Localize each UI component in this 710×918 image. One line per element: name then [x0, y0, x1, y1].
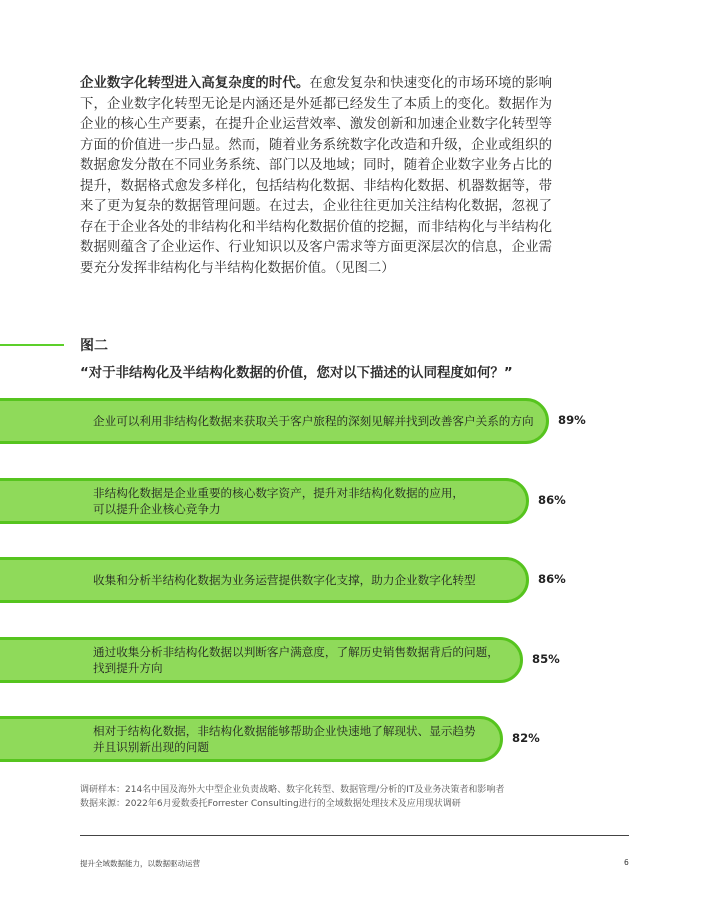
bar-value-label: 89%: [558, 413, 586, 427]
footer-rule: [80, 835, 629, 836]
sample-note: 调研样本：214名中国及海外大中型企业负责战略、数字化转型、数据管理/分析的IT及业务决策者和影响者: [80, 785, 505, 795]
notes: [80, 783, 504, 811]
intro-lead: 企业数字化转型进入高复杂度的时代。: [80, 76, 310, 91]
bar-value-label: 82%: [512, 731, 540, 745]
bar-category-label: 收集和分析半结构化数据为业务运营提供数字化支撑，助力企业数字化转型: [93, 573, 476, 587]
chart-bar: [0, 637, 523, 683]
chart-bar: [0, 478, 529, 524]
bar-category-label: 非结构化数据是企业重要的核心数字资产，提升对非结构化数据的应用， 可以提升企业核心竞争力: [93, 486, 465, 516]
chart-bar: [0, 716, 503, 762]
bar-category-label: 通过收集分析非结构化数据以判断客户满意度，了解历史销售数据背后的问题， 找到提升方向: [93, 645, 499, 675]
page-number: 6: [624, 858, 629, 867]
figure-label: 图二: [80, 338, 108, 354]
bar-category-label: 相对于结构化数据，非结构化数据能够帮助企业快速地了解现状、显示趋势 并且识别新出现的问题: [93, 724, 476, 754]
chart-bar: [0, 398, 549, 444]
intro-body: 在愈发复杂和快速变化的市场环境的影响下，企业数字化转型无论是内涵还是外延都已经发生了本质上的变化。数据作为企业的核心生产要素，在提升企业运营效率、激发创新和加速企业数字化转型等方面的价值进一步凸显。然而，随着业务系统数字化改造和升级，企业或组织的数据愈发分散在不同业务系统、部门以及地域；同时，随着企业数字业务占比的提升，数据格式愈发多样化，包括结构化数据、非结构化数据、机器数据等，带来了更为复杂的数据管理问题。在过去，企业往往更加关注结构化数据，忽视了存在于企业各处的非结构化和半结构化数据价值的挖掘，而非结构化与半结构化数据则蕴含了企业运作、行业知识以及客户需求等方面更深层次的信息，企业需要充分发挥非结构化与半结构化数据价值。（见图二）: [80, 76, 553, 276]
bar-value-label: 86%: [538, 572, 566, 586]
figure-question: “对于非结构化及半结构化数据的价值，您对以下描述的认同程度如何？”: [80, 366, 513, 381]
footer-title: 提升全域数据能力，以数据驱动运营: [80, 859, 200, 868]
chart-bar: [0, 557, 529, 603]
figure-accent-rule: [0, 344, 64, 346]
bar-category-label: 企业可以利用非结构化数据来获取关于客户旅程的深刻见解并找到改善客户关系的方向: [93, 414, 534, 428]
source-note: 数据来源：2022年6月爱数委托Forrester Consulting进行的全域数据处理技术及应用现状调研: [80, 799, 461, 809]
bar-value-label: 85%: [532, 652, 560, 666]
bar-value-label: 86%: [538, 493, 566, 507]
intro-paragraph: [80, 74, 552, 279]
